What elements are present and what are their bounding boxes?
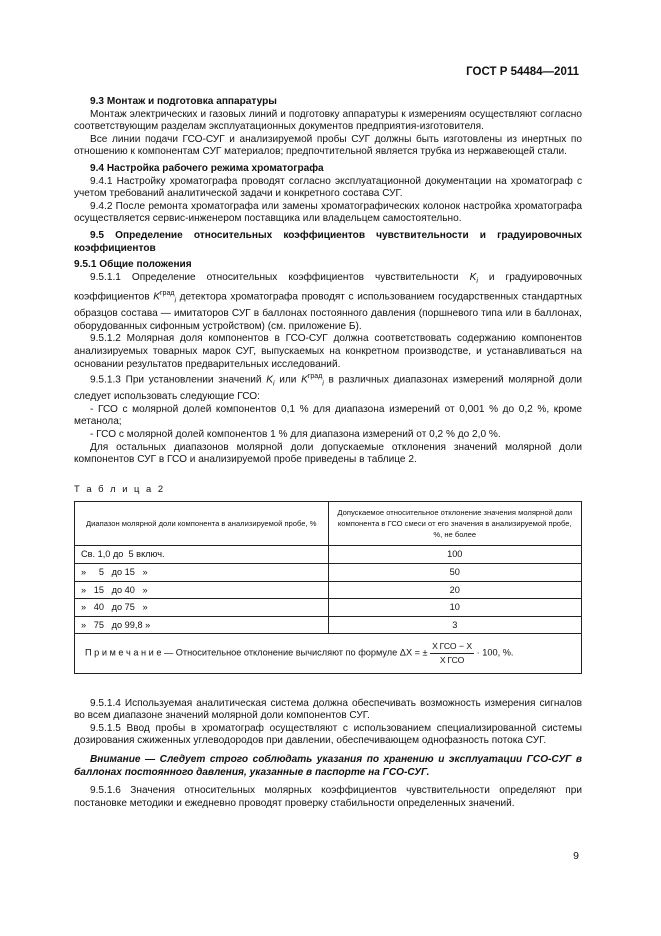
- table-row: [75, 616, 582, 634]
- symbol-i: i: [322, 380, 324, 388]
- paragraph: 9.4.2 После ремонта хроматографа или замены хроматографических колонок настройка хроматографа осуществляется сервис-инженером поставщика или владельцем самостоятельно.: [74, 200, 582, 225]
- table-note: [75, 634, 582, 673]
- symbol-grad: град: [307, 373, 323, 381]
- range-cell: » 5 до 15 »: [75, 563, 329, 581]
- table-caption: Т а б л и ц а 2: [74, 482, 166, 494]
- range-cell: » 40 до 75 »: [75, 599, 329, 617]
- bullet-item: - ГСО с молярной долей компонентов 0,1 % для диапазона измерений от 0,001 % до 0,2 %, кроме метанола;: [74, 403, 582, 428]
- symbol-grad: град: [160, 290, 175, 298]
- table-note-row: [75, 634, 582, 673]
- section-title-9-4: 9.4 Настройка рабочего режима хроматографа: [90, 162, 324, 174]
- symbol-k: K: [469, 271, 477, 283]
- paragraph: Монтаж электрических и газовых линий и подготовку аппаратуры к измерениям осуществляют согласно соответствующим разделам эксплуатационных документов предприятия-изготовителя.: [74, 108, 582, 133]
- column-header: Диапазон молярной доли компонента в анализируемой пробе, %: [75, 502, 329, 546]
- paragraph-9-5-1-3: [74, 371, 582, 404]
- text-run: в различных диапазонах измерений молярной доли следует использовать следующие ГСО:: [74, 374, 582, 403]
- note-text: П р и м е ч а н и е — Относительное отклонение вычисляют по формуле ΔX = ±: [85, 647, 428, 658]
- table-row: [75, 581, 582, 599]
- paragraph-9-5-1-6: 9.5.1.6 Значения относительных молярных коэффициентов чувствительности определяют при постановке методики и ежедневно проводят проверку стабильности определенных значений.: [74, 785, 582, 809]
- formula-fraction: [430, 640, 474, 666]
- symbol-i: i: [476, 277, 478, 285]
- section-title-9-5: 9.5 Определение относительных коэффициентов чувствительности и градуировочных коэффициентов: [74, 229, 582, 254]
- column-header: Допускаемое относительное отклонение значения молярной доли компонента в ГСО смеси от его значения в анализируемой пробе, %, не более: [328, 502, 582, 546]
- paragraph: Все линии подачи ГСО-СУГ и анализируемой пробы СУГ должны быть изготовлены из инертных по отношению к компонентам СУГ материалов; предпочтительной является трубка из нержавеющей стали.: [74, 133, 582, 158]
- warning-note: Внимание — Следует строго соблюдать указания по хранению и эксплуатации ГСО-СУГ в баллонах постоянного давления, указанные в паспорте на ГСО-СУГ.: [74, 753, 582, 778]
- table-header-row: [75, 502, 582, 546]
- table-row: [75, 563, 582, 581]
- symbol-k: K: [266, 374, 273, 386]
- symbol-i: i: [273, 380, 275, 388]
- value-cell: 3: [328, 616, 582, 634]
- symbol-k: K: [301, 374, 308, 386]
- text-run: и градуировочных коэффициентов: [74, 271, 582, 303]
- document-header: ГОСТ Р 54484—2011: [466, 66, 579, 78]
- bullet-item: - ГСО с молярной долей компонентов 1 % для диапазона измерений от 0,2 % до 2,0 %.: [90, 429, 501, 441]
- paragraph-9-5-1-5: 9.5.1.5 Ввод пробы в хроматограф осуществляют с использованием специализированной системы дозирования сжиженных углеводородов при давлении, обеспечивающем однофазность потока СУГ.: [74, 722, 582, 747]
- paragraph-9-5-1-1: [74, 272, 582, 334]
- range-cell: » 15 до 40 »: [75, 581, 329, 599]
- range-cell: Св. 1,0 до 5 включ.: [75, 546, 329, 564]
- note-text: · 100, %.: [476, 647, 514, 658]
- symbol-k: K: [153, 291, 160, 303]
- value-cell: 50: [328, 563, 582, 581]
- range-cell: » 75 до 99,8 »: [75, 616, 329, 634]
- table-2: [74, 501, 582, 673]
- paragraph-9-5-1-4: 9.5.1.4 Используемая аналитическая система должна обеспечивать возможность измерения сигналов во всем диапазоне значений молярной доли компонентов СУГ.: [74, 697, 582, 722]
- text-run: 9.5.1.1 Определение относительных коэффициентов чувствительности: [90, 271, 459, 283]
- value-cell: 100: [328, 546, 582, 564]
- paragraph-9-5-1-2: 9.5.1.2 Молярная доля компонентов в ГСО-СУГ должна соответствовать содержанию компонентов анализируемых товарных марок СУГ, выпускаемых на конкретном производстве, и устанавливаться на основании результатов предварительных исследований.: [74, 333, 582, 370]
- paragraph: Для остальных диапазонов молярной доли допускаемые отклонения значений молярной доли компонентов СУГ в ГСО и анализируемой пробе приведены в таблице 2.: [74, 441, 582, 466]
- subsection-title-9-5-1: 9.5.1 Общие положения: [74, 259, 192, 271]
- page-body: [74, 92, 582, 810]
- page-number: 9: [573, 850, 579, 862]
- formula-numerator: X ГСО − X: [430, 640, 474, 654]
- formula-denominator: X ГСО: [439, 654, 465, 665]
- paragraph: 9.4.1 Настройку хроматографа проводят согласно эксплуатационной документации на хроматограф с учетом требований аналитической задачи и конкретного состава СУГ.: [74, 175, 582, 200]
- text-run: детектора хроматографа проводят с использованием государственных стандартных образцов состава — имитаторов СУГ в баллонах постоянного давления (поршневого типа или в баллонах, оборудованных сифонным устройством) (см. приложение Б).: [74, 291, 582, 332]
- value-cell: 20: [328, 581, 582, 599]
- text-run: или: [274, 374, 302, 386]
- section-title-9-3: 9.3 Монтаж и подготовка аппаратуры: [90, 96, 277, 107]
- table-row: [75, 599, 582, 617]
- table-row: [75, 546, 582, 564]
- value-cell: 10: [328, 599, 582, 617]
- text-run: 9.5.1.3 При установлении значений: [90, 374, 262, 386]
- symbol-i: i: [174, 297, 176, 305]
